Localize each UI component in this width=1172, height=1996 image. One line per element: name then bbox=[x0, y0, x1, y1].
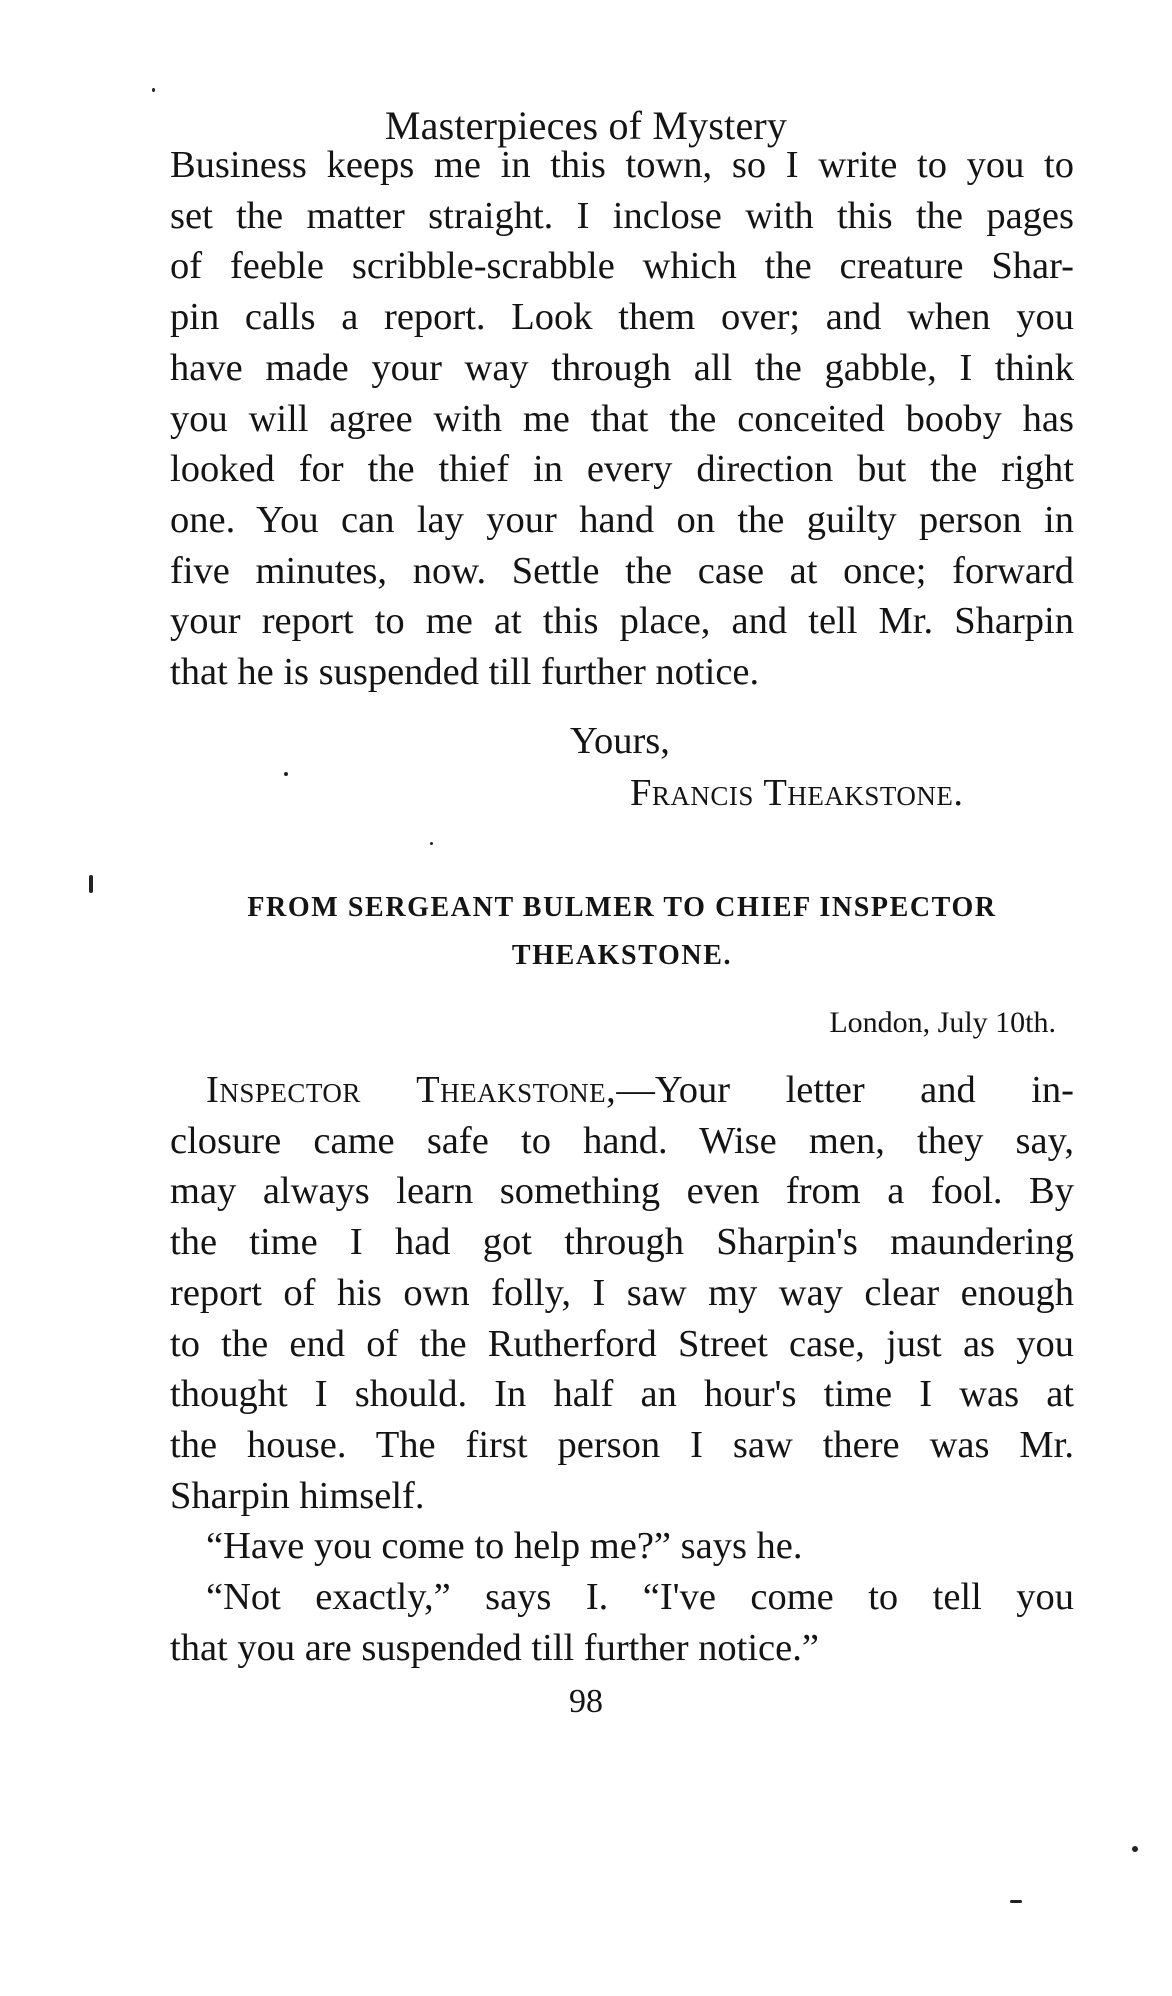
dialogue-paragraph bbox=[170, 1572, 1074, 1673]
text-line-continuation: —Your letter and in- bbox=[616, 1069, 1075, 1111]
scan-speck bbox=[284, 772, 288, 776]
text-line: thought I should. In half an hour's time I was at bbox=[170, 1373, 1074, 1416]
letter-body-paragraph bbox=[170, 1065, 1074, 1521]
running-head: Masterpieces of Mystery bbox=[384, 103, 788, 148]
text-line: set the matter straight. I inclose with this the pages bbox=[170, 194, 1074, 237]
scan-speck bbox=[1010, 1900, 1022, 1903]
text-line: of feeble scribble-scrabble which the creature Shar- bbox=[170, 245, 1074, 288]
text-line: may always learn something even from a fool. By bbox=[170, 1170, 1074, 1213]
letter-dateline: London, July 10th. bbox=[829, 1006, 1056, 1039]
scan-speck bbox=[152, 88, 155, 92]
text-line: “Not exactly,” says I. “I've come to tell you bbox=[206, 1576, 1074, 1618]
text-line: to the end of the Rutherford Street case, just as you bbox=[170, 1322, 1074, 1365]
text-line: closure came safe to hand. Wise men, they say, bbox=[170, 1119, 1074, 1162]
text-line: your report to me at this place, and tell Mr. Sharpin bbox=[170, 600, 1074, 643]
section-heading-line: THEAKSTONE. bbox=[511, 940, 733, 971]
letter-signature: Francis Theakstone. bbox=[630, 772, 964, 814]
text-line bbox=[170, 1065, 1074, 1116]
text-line: five minutes, now. Settle the case at once; forward bbox=[170, 549, 1074, 592]
section-heading-line: FROM SERGEANT BULMER TO CHIEF INSPECTOR bbox=[247, 892, 997, 923]
text-line: the house. The first person I saw there was Mr. bbox=[170, 1423, 1074, 1466]
text-line: have made your way through all the gabble, I think bbox=[170, 346, 1074, 389]
dialogue-paragraph bbox=[170, 1521, 1074, 1572]
section-heading bbox=[170, 884, 1074, 980]
text-line: that he is suspended till further notice. bbox=[170, 651, 760, 694]
text-line: Business keeps me in this town, so I write to you to bbox=[170, 144, 1074, 186]
letter-addressee: Inspector Theakstone, bbox=[206, 1069, 617, 1111]
text-line: that you are suspended till further notice.” bbox=[170, 1626, 819, 1669]
letter-body-paragraph bbox=[170, 140, 1074, 698]
letter-salutation: Yours, bbox=[570, 720, 670, 762]
scan-speck bbox=[89, 875, 93, 893]
text-line: pin calls a report. Look them over; and when you bbox=[170, 296, 1074, 339]
scan-speck bbox=[430, 842, 433, 845]
text-line: Sharpin himself. bbox=[170, 1474, 425, 1517]
page-number: 98 bbox=[569, 1683, 603, 1720]
text-line: you will agree with me that the conceited booby has bbox=[170, 397, 1074, 440]
text-line: report of his own folly, I saw my way clear enough bbox=[170, 1271, 1074, 1314]
text-line: “Have you come to help me?” says he. bbox=[206, 1525, 803, 1567]
text-line: one. You can lay your hand on the guilty person in bbox=[170, 498, 1074, 541]
text-line: the time I had got through Sharpin's maundering bbox=[170, 1221, 1074, 1264]
text-line: looked for the thief in every direction but the right bbox=[170, 448, 1074, 491]
scan-speck bbox=[1132, 1846, 1138, 1852]
